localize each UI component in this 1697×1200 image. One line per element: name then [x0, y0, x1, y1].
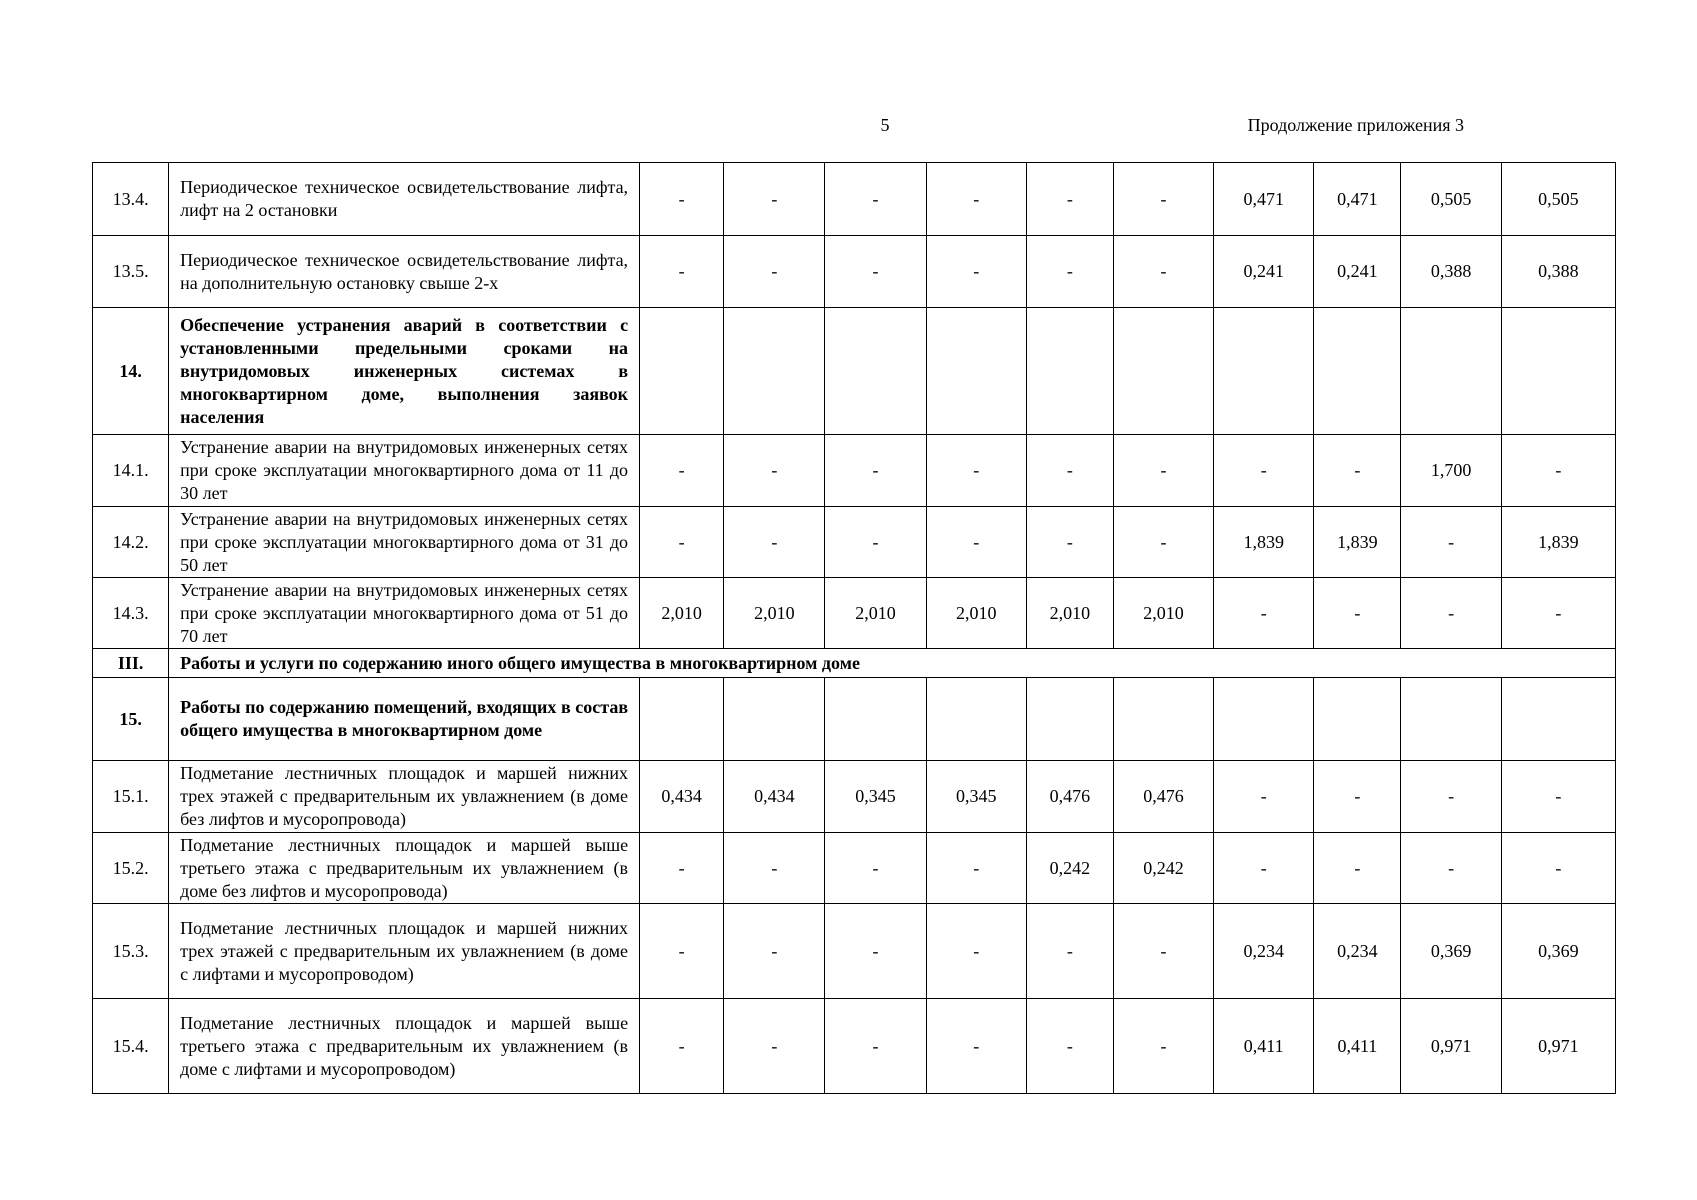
value-cell: 0,369 — [1401, 904, 1501, 999]
row-number: 14.2. — [93, 507, 169, 578]
value-cell — [1113, 678, 1213, 761]
row-number: 15.1. — [93, 761, 169, 833]
value-cell: 1,839 — [1501, 507, 1615, 578]
value-cell — [825, 308, 926, 435]
value-cell: - — [640, 507, 724, 578]
value-cell: - — [926, 163, 1026, 236]
row-number: 15.3. — [93, 904, 169, 999]
value-cell: - — [1113, 904, 1213, 999]
value-cell: - — [1214, 761, 1314, 833]
value-cell: 0,242 — [1026, 833, 1113, 904]
value-cell: 1,839 — [1314, 507, 1401, 578]
value-cell — [1113, 308, 1213, 435]
row-description: Периодическое техническое освидетельствование лифта, на дополнительную остановку свыше 2-х — [169, 236, 640, 308]
value-cell: - — [1113, 163, 1213, 236]
value-cell — [1501, 308, 1615, 435]
value-cell: 0,369 — [1501, 904, 1615, 999]
value-cell — [1314, 308, 1401, 435]
table-row — [93, 507, 1616, 578]
value-cell: - — [640, 999, 724, 1094]
value-cell: - — [1501, 833, 1615, 904]
page-number: 5 — [880, 115, 890, 135]
value-cell: 0,434 — [640, 761, 724, 833]
row-number: 13.4. — [93, 163, 169, 236]
heading-row — [93, 678, 1616, 761]
value-cell: 0,242 — [1113, 833, 1213, 904]
value-cell: 0,234 — [1214, 904, 1314, 999]
value-cell: - — [1401, 507, 1501, 578]
value-cell: 0,345 — [926, 761, 1026, 833]
value-cell: 0,476 — [1113, 761, 1213, 833]
heading-row — [93, 308, 1616, 435]
value-cell: - — [1026, 236, 1113, 308]
value-cell: 2,010 — [1113, 578, 1213, 649]
value-cell: 0,505 — [1401, 163, 1501, 236]
value-cell: - — [1214, 578, 1314, 649]
row-description: Периодическое техническое освидетельствование лифта, лифт на 2 остановки — [169, 163, 640, 236]
value-cell — [1026, 308, 1113, 435]
row-number: 14.3. — [93, 578, 169, 649]
value-cell: - — [1501, 578, 1615, 649]
value-cell: 0,241 — [1214, 236, 1314, 308]
value-cell: - — [724, 163, 825, 236]
value-cell: 0,388 — [1401, 236, 1501, 308]
value-cell: - — [640, 163, 724, 236]
value-cell: - — [926, 833, 1026, 904]
value-cell — [1314, 678, 1401, 761]
value-cell: - — [1026, 999, 1113, 1094]
value-cell — [926, 678, 1026, 761]
table-row — [93, 999, 1616, 1094]
value-cell: 0,388 — [1501, 236, 1615, 308]
value-cell: - — [1214, 435, 1314, 507]
row-description: Устранение аварии на внутридомовых инженерных сетях при сроке эксплуатации многоквартирного дома от 11 до 30 лет — [169, 435, 640, 507]
value-cell: - — [825, 163, 926, 236]
table-row — [93, 435, 1616, 507]
value-cell: 0,234 — [1314, 904, 1401, 999]
value-cell: - — [724, 435, 825, 507]
value-cell: - — [1314, 833, 1401, 904]
value-cell: 0,505 — [1501, 163, 1615, 236]
value-cell: - — [1113, 435, 1213, 507]
value-cell: - — [1113, 236, 1213, 308]
row-description: Подметание лестничных площадок и маршей выше третьего этажа с предварительным их увлажнением (в доме без лифтов и мусоропровода) — [169, 833, 640, 904]
value-cell — [724, 678, 825, 761]
row-description: Подметание лестничных площадок и маршей нижних трех этажей с предварительным их увлажнением (в доме без лифтов и мусоропровода) — [169, 761, 640, 833]
row-number: 15. — [93, 678, 169, 761]
value-cell: - — [1314, 761, 1401, 833]
value-cell: 0,411 — [1214, 999, 1314, 1094]
value-cell: - — [926, 904, 1026, 999]
value-cell — [1401, 308, 1501, 435]
value-cell — [1026, 678, 1113, 761]
value-cell — [1501, 678, 1615, 761]
value-cell: - — [926, 999, 1026, 1094]
value-cell: - — [1113, 507, 1213, 578]
value-cell: - — [1401, 578, 1501, 649]
row-description: Устранение аварии на внутридомовых инженерных сетях при сроке эксплуатации многоквартирного дома от 31 до 50 лет — [169, 507, 640, 578]
value-cell — [1214, 678, 1314, 761]
value-cell: 0,434 — [724, 761, 825, 833]
value-cell: - — [640, 236, 724, 308]
table-row — [93, 761, 1616, 833]
value-cell: 2,010 — [1026, 578, 1113, 649]
row-number: 15.2. — [93, 833, 169, 904]
value-cell — [724, 308, 825, 435]
value-cell: - — [1113, 999, 1213, 1094]
value-cell: - — [724, 904, 825, 999]
row-description: Работы и услуги по содержанию иного общего имущества в многоквартирном доме — [169, 649, 1616, 678]
value-cell: - — [825, 507, 926, 578]
value-cell: 0,345 — [825, 761, 926, 833]
value-cell: 2,010 — [926, 578, 1026, 649]
value-cell — [640, 678, 724, 761]
value-cell: - — [825, 999, 926, 1094]
value-cell: 0,471 — [1314, 163, 1401, 236]
row-number: III. — [93, 649, 169, 678]
value-cell — [825, 678, 926, 761]
table-row — [93, 236, 1616, 308]
value-cell: - — [926, 435, 1026, 507]
value-cell — [640, 308, 724, 435]
value-cell: - — [1314, 578, 1401, 649]
value-cell: - — [724, 833, 825, 904]
value-cell: - — [825, 833, 926, 904]
value-cell: 0,971 — [1401, 999, 1501, 1094]
value-cell: - — [724, 999, 825, 1094]
row-description: Работы по содержанию помещений, входящих в состав общего имущества в многоквартирном доме — [169, 678, 640, 761]
value-cell: - — [1401, 833, 1501, 904]
value-cell: 0,411 — [1314, 999, 1401, 1094]
value-cell: - — [825, 435, 926, 507]
section-row — [93, 649, 1616, 678]
value-cell: - — [1501, 435, 1615, 507]
value-cell: 0,971 — [1501, 999, 1615, 1094]
value-cell: - — [640, 904, 724, 999]
value-cell — [1401, 678, 1501, 761]
table-row — [93, 904, 1616, 999]
value-cell: - — [1026, 163, 1113, 236]
value-cell: - — [1026, 904, 1113, 999]
value-cell: - — [1314, 435, 1401, 507]
value-cell: - — [1026, 435, 1113, 507]
value-cell: 2,010 — [640, 578, 724, 649]
value-cell: 1,700 — [1401, 435, 1501, 507]
value-cell: - — [640, 435, 724, 507]
value-cell: 0,241 — [1314, 236, 1401, 308]
value-cell: 1,839 — [1214, 507, 1314, 578]
value-cell: - — [825, 904, 926, 999]
row-description: Подметание лестничных площадок и маршей нижних трех этажей с предварительным их увлажнением (в доме с лифтами и мусоропроводом) — [169, 904, 640, 999]
value-cell: - — [724, 236, 825, 308]
value-cell: 0,471 — [1214, 163, 1314, 236]
row-description: Устранение аварии на внутридомовых инженерных сетях при сроке эксплуатации многоквартирного дома от 51 до 70 лет — [169, 578, 640, 649]
table-row — [93, 163, 1616, 236]
row-number: 13.5. — [93, 236, 169, 308]
row-description: Обеспечение устранения аварий в соответствии с установленными предельными сроками на внутридомовых инженерных системах в многоквартирном доме, выполнения заявок населения — [169, 308, 640, 435]
value-cell: - — [1401, 761, 1501, 833]
row-description: Подметание лестничных площадок и маршей выше третьего этажа с предварительным их увлажнением (в доме с лифтами и мусоропроводом) — [169, 999, 640, 1094]
value-cell: 0,476 — [1026, 761, 1113, 833]
value-cell: - — [1026, 507, 1113, 578]
value-cell: - — [640, 833, 724, 904]
row-number: 14.1. — [93, 435, 169, 507]
value-cell — [926, 308, 1026, 435]
table-row — [93, 578, 1616, 649]
row-number: 15.4. — [93, 999, 169, 1094]
value-cell: - — [1214, 833, 1314, 904]
table-row — [93, 833, 1616, 904]
value-cell: 2,010 — [825, 578, 926, 649]
row-number: 14. — [93, 308, 169, 435]
tariff-table — [92, 162, 1616, 1094]
value-cell: - — [825, 236, 926, 308]
value-cell: - — [926, 236, 1026, 308]
value-cell — [1214, 308, 1314, 435]
value-cell: - — [724, 507, 825, 578]
value-cell: - — [926, 507, 1026, 578]
continuation-note: Продолжение приложения 3 — [1247, 115, 1464, 135]
value-cell: 2,010 — [724, 578, 825, 649]
value-cell: - — [1501, 761, 1615, 833]
